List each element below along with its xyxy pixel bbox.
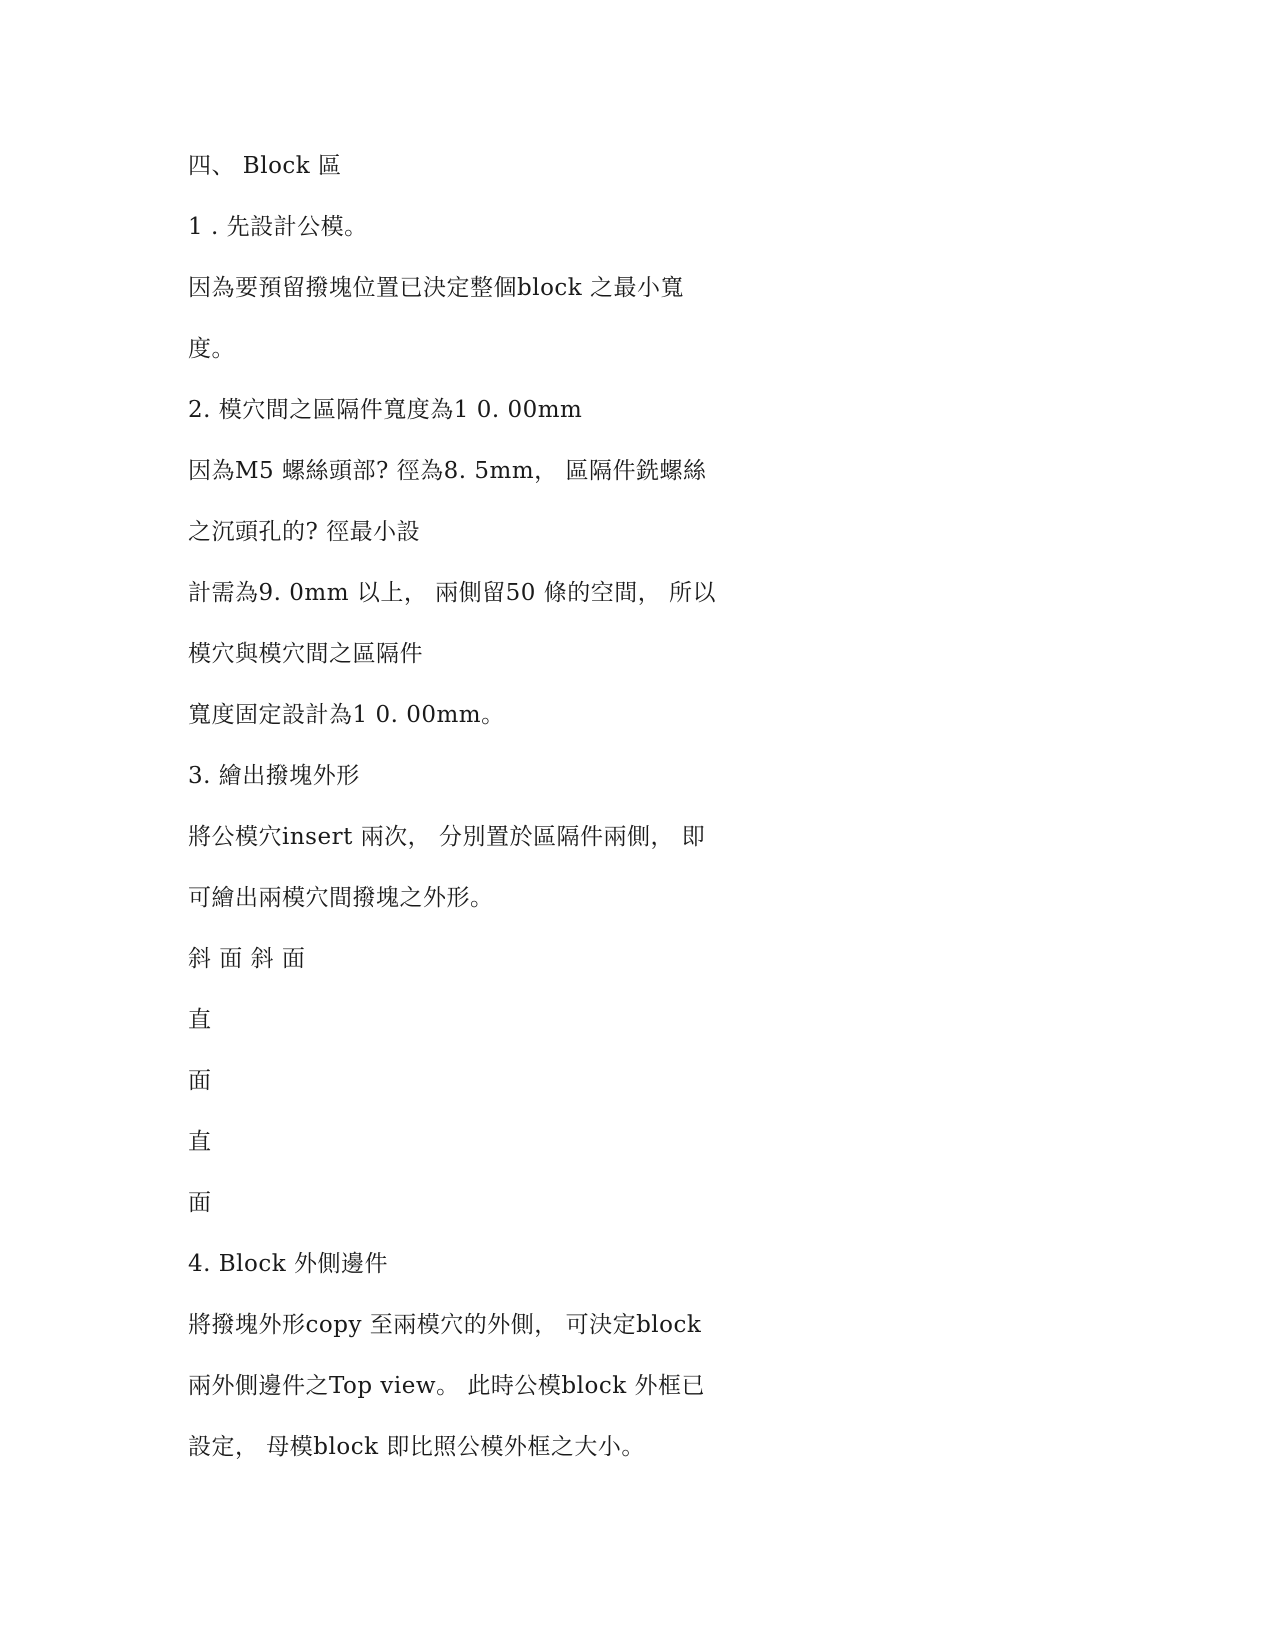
figure-label-line: 斜 面 斜 面 — [188, 946, 306, 972]
paragraph-line: 兩外側邊件之Top view。 此時公模block 外框已 — [188, 1373, 705, 1399]
paragraph-line: 因為M5 螺絲頭部? 徑為8. 5mm， 區隔件銑螺絲 — [188, 458, 707, 484]
paragraph-line: 之沉頭孔的? 徑最小設 — [188, 519, 421, 545]
step-1-heading: 1 . 先設計公模。 — [188, 214, 368, 240]
paragraph-line: 可繪出兩模穴間撥塊之外形。 — [188, 885, 494, 911]
paragraph-line: 計需為9. 0mm 以上， 兩側留50 條的空間， 所以 — [188, 580, 717, 606]
figure-label-line: 面 — [188, 1068, 212, 1094]
paragraph-line: 因為要預留撥塊位置已決定整個block 之最小寬 — [188, 275, 685, 301]
figure-label-line: 直 — [188, 1007, 212, 1033]
paragraph-line: 設定， 母模block 即比照公模外框之大小。 — [188, 1434, 645, 1460]
section-heading: 四、 Block 區 — [188, 153, 342, 179]
figure-label-line: 直 — [188, 1129, 212, 1155]
paragraph-line: 模穴與模穴間之區隔件 — [188, 641, 423, 667]
paragraph-line: 將公模穴insert 兩次， 分別置於區隔件兩側， 即 — [188, 824, 706, 850]
step-3-heading: 3. 繪出撥塊外形 — [188, 763, 360, 789]
paragraph-line: 寬度固定設計為1 0. 00mm。 — [188, 702, 505, 728]
figure-label-line: 面 — [188, 1190, 212, 1216]
step-2-heading: 2. 模穴間之區隔件寬度為1 0. 00mm — [188, 397, 583, 423]
step-4-heading: 4. Block 外側邊件 — [188, 1251, 388, 1277]
paragraph-line: 將撥塊外形copy 至兩模穴的外側， 可決定block — [188, 1312, 702, 1338]
paragraph-line: 度。 — [188, 336, 235, 362]
